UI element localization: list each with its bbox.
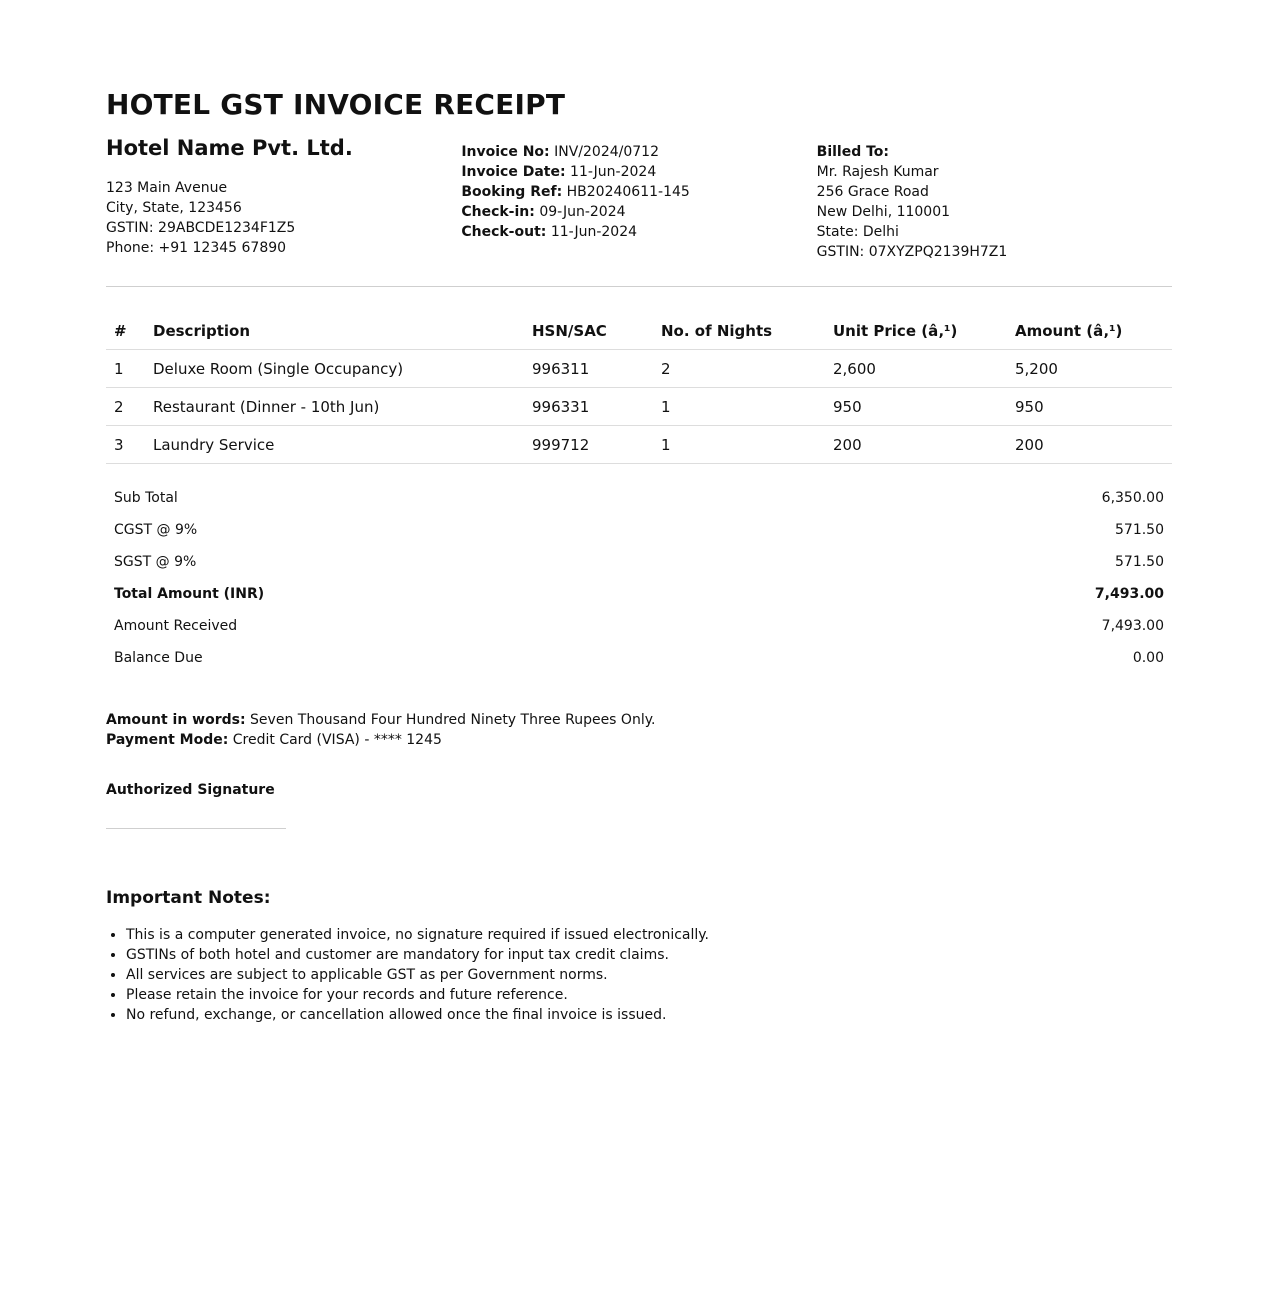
hotel-address-line2: City, State, 123456 [106,200,242,216]
sgst-value: 571.50 [1115,554,1164,570]
hotel-info [106,136,461,262]
billed-to-label: Billed To: [816,144,890,160]
balance-label: Balance Due [114,650,203,666]
list-item: • Please retain the invoice for your records and future reference. [126,985,1172,1005]
cell-nights: 2 [653,350,825,388]
notes-list [106,925,1172,1025]
customer-name: Mr. Rajesh Kumar [816,164,939,180]
col-header-unit-price: Unit Price (â‚¹) [825,313,1007,350]
cell-index: 3 [106,426,145,464]
notes-title: Important Notes: [106,888,271,908]
page-title: HOTEL GST INVOICE RECEIPT [106,88,566,121]
check-in [461,202,816,222]
cell-nights: 1 [653,388,825,426]
customer-address-line2: New Delhi, 110001 [816,204,951,220]
cell-nights: 1 [653,426,825,464]
hotel-phone: Phone: +91 12345 67890 [106,240,287,256]
invoice-date [461,162,816,182]
cell-hsn: 999712 [524,426,653,464]
payment-mode-label: Payment Mode: [106,732,229,748]
signature-line [106,828,286,829]
check-out [461,222,816,242]
payment-mode [106,730,1172,750]
cell-amount: 200 [1007,426,1172,464]
cell-index: 1 [106,350,145,388]
sgst-label: SGST @ 9% [114,554,197,570]
header-divider [106,286,1172,287]
balance-row [106,642,1172,674]
received-row [106,610,1172,642]
total-label: Total Amount (INR) [114,586,265,602]
cell-hsn: 996331 [524,388,653,426]
received-label: Amount Received [114,618,238,634]
signature-label: Authorized Signature [106,782,275,798]
subtotal-row [106,482,1172,514]
sgst-row [106,546,1172,578]
amount-in-words-label: Amount in words: [106,712,246,728]
payment-info [106,710,1172,750]
check-in-value: 09-Jun-2024 [539,204,626,220]
hotel-gstin: GSTIN: 29ABCDE1234F1Z5 [106,220,296,236]
check-out-label: Check-out: [461,224,547,240]
cell-description: Deluxe Room (Single Occupancy) [145,350,524,388]
cgst-value: 571.50 [1115,522,1164,538]
invoice-details [461,142,816,262]
cell-unit-price: 200 [825,426,1007,464]
cell-amount: 950 [1007,388,1172,426]
total-value: 7,493.00 [1094,586,1164,602]
invoice-number-label: Invoice No: [461,144,550,160]
cell-index: 2 [106,388,145,426]
list-item: • GSTINs of both hotel and customer are mandatory for input tax credit claims. [126,945,1172,965]
customer-state: State: Delhi [816,224,899,240]
list-item: • All services are subject to applicable GST as per Government norms. [126,965,1172,985]
check-in-label: Check-in: [461,204,535,220]
total-row [106,578,1172,610]
header-info [106,136,1172,262]
col-header-hsn: HSN/SAC [524,313,653,350]
line-items-table [106,313,1172,464]
customer-address-line1: 256 Grace Road [816,184,929,200]
billed-to [817,142,1172,262]
booking-ref-value: HB20240611-145 [566,184,690,200]
cell-unit-price: 950 [825,388,1007,426]
cgst-row [106,514,1172,546]
invoice-page [106,88,1172,1025]
invoice-number-value: INV/2024/0712 [554,144,659,160]
table-row [106,350,1172,388]
list-item: • No refund, exchange, or cancellation allowed once the final invoice is issued. [126,1005,1172,1025]
col-header-nights: No. of Nights [653,313,825,350]
invoice-number [461,142,816,162]
col-header-index: # [106,313,145,350]
received-value: 7,493.00 [1101,618,1164,634]
hotel-address-line1: 123 Main Avenue [106,180,228,196]
subtotal-value: 6,350.00 [1101,490,1164,506]
cell-description: Restaurant (Dinner - 10th Jun) [145,388,524,426]
col-header-description: Description [145,313,524,350]
cell-description: Laundry Service [145,426,524,464]
cell-amount: 5,200 [1007,350,1172,388]
balance-value: 0.00 [1132,650,1164,666]
customer-gstin: GSTIN: 07XYZPQ2139H7Z1 [816,244,1008,260]
cell-hsn: 996311 [524,350,653,388]
col-header-amount: Amount (â‚¹) [1007,313,1172,350]
table-row [106,426,1172,464]
invoice-date-value: 11-Jun-2024 [570,164,657,180]
subtotal-label: Sub Total [114,490,178,506]
invoice-date-label: Invoice Date: [461,164,566,180]
table-header-row [106,313,1172,350]
table-row [106,388,1172,426]
cell-unit-price: 2,600 [825,350,1007,388]
booking-ref-label: Booking Ref: [461,184,563,200]
payment-mode-value: Credit Card (VISA) - **** 1245 [232,732,442,748]
list-item: • This is a computer generated invoice, no signature required if issued electronically. [126,925,1172,945]
cgst-label: CGST @ 9% [114,522,198,538]
booking-ref [461,182,816,202]
hotel-name: Hotel Name Pvt. Ltd. [106,136,353,160]
amount-in-words-value: Seven Thousand Four Hundred Ninety Three Rupees Only. [250,712,656,728]
check-out-value: 11-Jun-2024 [550,224,638,240]
totals-table [106,482,1172,674]
amount-in-words [106,710,1172,730]
